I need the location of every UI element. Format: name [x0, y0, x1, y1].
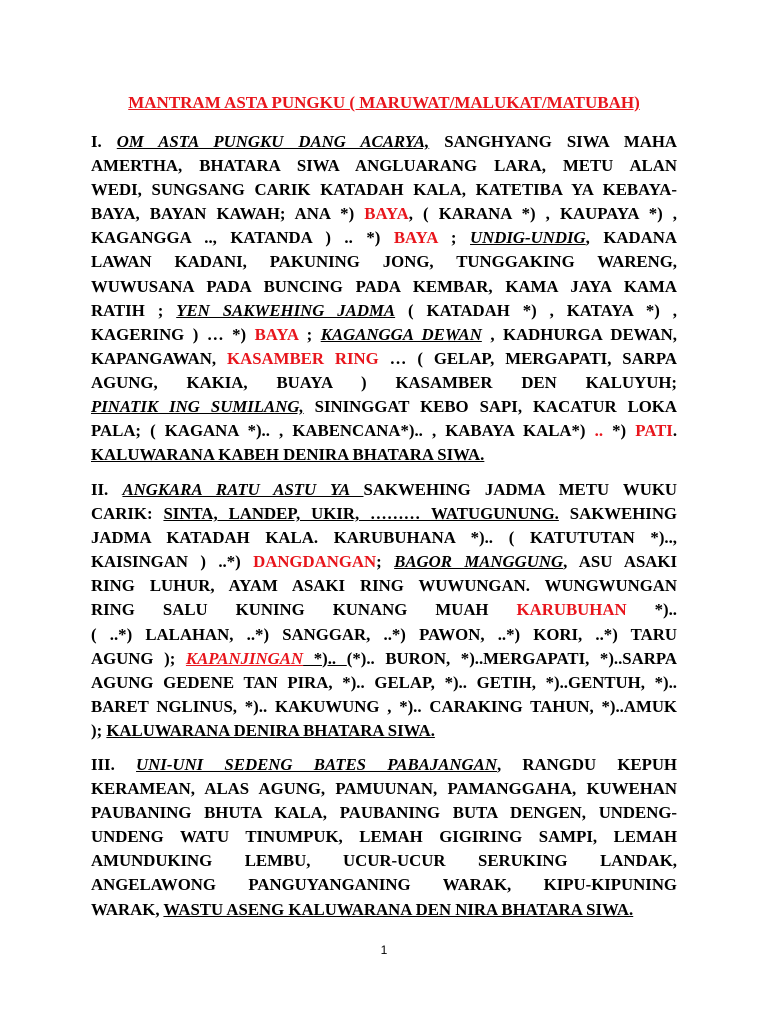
mantra-phrase: YEN SAKWEHING JADMA	[176, 300, 396, 320]
mantra-phrase: PINATIK ING SUMILANG,	[91, 397, 304, 417]
text-line	[91, 550, 677, 574]
line-text: *)	[603, 421, 636, 441]
line-text: KAGANGGA .., KATANDA ) .. *)	[91, 228, 394, 248]
text-line: AMERTHA, BHATARA SIWA ANGLUARANG LARA, METU ALAN	[91, 156, 677, 176]
mantra-phrase: BAGOR MANGGUNG	[394, 552, 564, 572]
line-text: SAKWEHING JADMA METU WUKU	[363, 480, 678, 499]
text-line	[91, 598, 677, 622]
highlight-word: BAYA	[254, 324, 299, 344]
line-text: KAPANGAWAN,	[91, 348, 228, 368]
highlight-word: PATI	[635, 421, 673, 441]
line-text: AGUNG );	[91, 648, 186, 668]
text-line	[91, 299, 677, 323]
line-text: ;	[298, 324, 321, 344]
mantra-phrase: ANGKARA RATU ASTU YA	[122, 480, 364, 499]
underlined-phrase: *)..	[303, 648, 347, 668]
text-line	[91, 419, 677, 443]
highlight-word: BAYA	[364, 204, 409, 224]
text-line	[91, 202, 677, 226]
text-line	[91, 347, 677, 371]
highlight-word: ..	[594, 421, 604, 441]
underlined-phrase: WASTU ASENG KALUWARANA DEN NIRA BHATARA SIWA.	[163, 899, 634, 919]
text-line	[91, 323, 677, 347]
text-line: PAUBANING BHUTA KALA, PAUBANING BUTA DENGEN, UNDENG-	[91, 803, 677, 823]
text-line	[91, 395, 677, 419]
paragraph-2	[91, 478, 677, 743]
line-text: CARIK:	[91, 504, 164, 524]
line-text: KAISINGAN ) ..*)	[91, 552, 254, 572]
text-line	[91, 226, 677, 250]
text-line: LAWAN KADANI, PAKUNING JONG, TUNGGAKING WARENG,	[91, 252, 677, 272]
text-line: JADMA KATADAH KALA. KARUBUHANA *).. ( KATUTUTAN *)..,	[91, 528, 677, 548]
line-text: ( KATADAH *) , KATAYA *) ,	[395, 300, 677, 320]
line-text: … ( GELAP, MERGAPATI, SARPA	[378, 348, 678, 368]
closing-line	[91, 898, 677, 922]
mantra-phrase: UNI-UNI SEDENG BATES PABAJANGAN	[136, 755, 497, 774]
highlight-word: KARUBUHAN	[516, 600, 627, 620]
mantra-phrase: UNDIG-UNDIG	[470, 228, 586, 248]
line-text: , KADANA	[585, 228, 677, 248]
closing-line	[91, 719, 677, 743]
highlight-word: KAPANJINGAN	[185, 648, 304, 668]
text-line	[91, 130, 677, 154]
text-line: WUWUSANA PADA BUNCING PADA KEMBAR, KAMA JAYA KAMA	[91, 276, 677, 296]
text-line: WEDI, SUNGSANG CARIK KATADAH KALA, KATETIBA YA KEBAYA-	[91, 180, 677, 200]
paragraph-number: I.	[91, 132, 117, 151]
closing-line: KALUWARANA KABEH DENIRA BHATARA SIWA.	[91, 445, 485, 465]
paragraph-3	[91, 753, 677, 922]
mantra-phrase: KAGANGGA DEWAN	[320, 324, 482, 344]
line-text: , ( KARANA *) , KAUPAYA *) ,	[408, 204, 677, 224]
paragraph-number: III.	[91, 755, 137, 774]
text-line	[91, 478, 677, 502]
text-line: KERAMEAN, ALAS AGUNG, PAMUUNAN, PAMANGGAHA, KUWEHAN	[91, 779, 677, 799]
text-line: RING LUHUR, AYAM ASAKI RING WUWUNGAN. WUNGWUNGAN	[91, 576, 677, 596]
text-line	[91, 647, 677, 671]
text-line: AGUNG GEDENE TAN PIRA, *).. GELAP, *).. GETIH, *)..GENTUH, *)..	[91, 672, 677, 692]
highlight-word: KASAMBER RING	[227, 348, 379, 368]
line-text: );	[91, 720, 107, 740]
line-text: BAYA, BAYAN KAWAH; ANA *)	[91, 204, 365, 224]
text-line: ( ..*) LALAHAN, ..*) SANGGAR, ..*) PAWON, ..*) KORI, ..*) TARU	[91, 624, 677, 644]
text-line: AMUNDUKING LEMBU, UCUR-UCUR SERUKING LANDAK,	[91, 851, 677, 871]
line-text: SANGHYANG SIWA MAHA	[429, 132, 677, 151]
text-line	[91, 753, 677, 777]
text-line: UNDENG WATU TINUMPUK, LEMAH GIGIRING SAMPI, LEMAH	[91, 827, 677, 847]
highlight-word: BAYA	[393, 228, 438, 248]
line-text: ;	[437, 228, 471, 248]
mantra-phrase: OM ASTA PUNGKU DANG ACARYA,	[116, 132, 430, 151]
line-text: ;	[376, 552, 395, 572]
line-text: RING SALU KUNING KUNANG MUAH	[91, 600, 517, 620]
paragraph-number: II.	[91, 480, 123, 499]
line-text: PALA; ( KAGANA *).. , KABENCANA*).. , KABAYA KALA*)	[91, 421, 595, 441]
text-line: AGUNG, KAKIA, BUAYA ) KASAMBER DEN KALUYUH;	[91, 372, 677, 392]
line-text: , ASU ASAKI	[563, 552, 677, 572]
line-text: KAGERING ) … *)	[91, 324, 255, 344]
line-text: , KADHURGA DEWAN,	[481, 324, 677, 344]
line-text: WARAK,	[91, 899, 164, 919]
line-text: .	[672, 421, 678, 441]
text-line: BARET NGLINUS, *).. KAKUWUNG , *).. CARAKING TAHUN, *)..AMUK	[91, 696, 677, 716]
line-text: (*).. BURON, *)..MERGAPATI, *)..SARPA	[346, 648, 677, 668]
text-line: ANGELAWONG PANGUYANGANING WARAK, KIPU-KIPUNING	[91, 875, 677, 895]
line-text: SAKWEHING	[558, 504, 677, 524]
page-number: 1	[380, 943, 388, 957]
document-title: MANTRAM ASTA PUNGKU ( MARUWAT/MALUKAT/MATUBAH)	[128, 93, 640, 112]
line-text: RATIH ;	[91, 300, 177, 320]
underlined-phrase: SINTA, LANDEP, UKIR, ……… WATUGUNUNG.	[163, 504, 559, 524]
line-text: *)..	[626, 600, 677, 620]
text-line	[91, 502, 677, 526]
paragraph-1	[91, 130, 677, 467]
underlined-phrase: KALUWARANA DENIRA BHATARA SIWA.	[106, 720, 435, 740]
highlight-word: DANGDANGAN	[253, 552, 377, 572]
line-text: SININGGAT KEBO SAPI, KACATUR LOKA	[303, 397, 677, 417]
line-text: , RANGDU KEPUH	[496, 755, 677, 774]
